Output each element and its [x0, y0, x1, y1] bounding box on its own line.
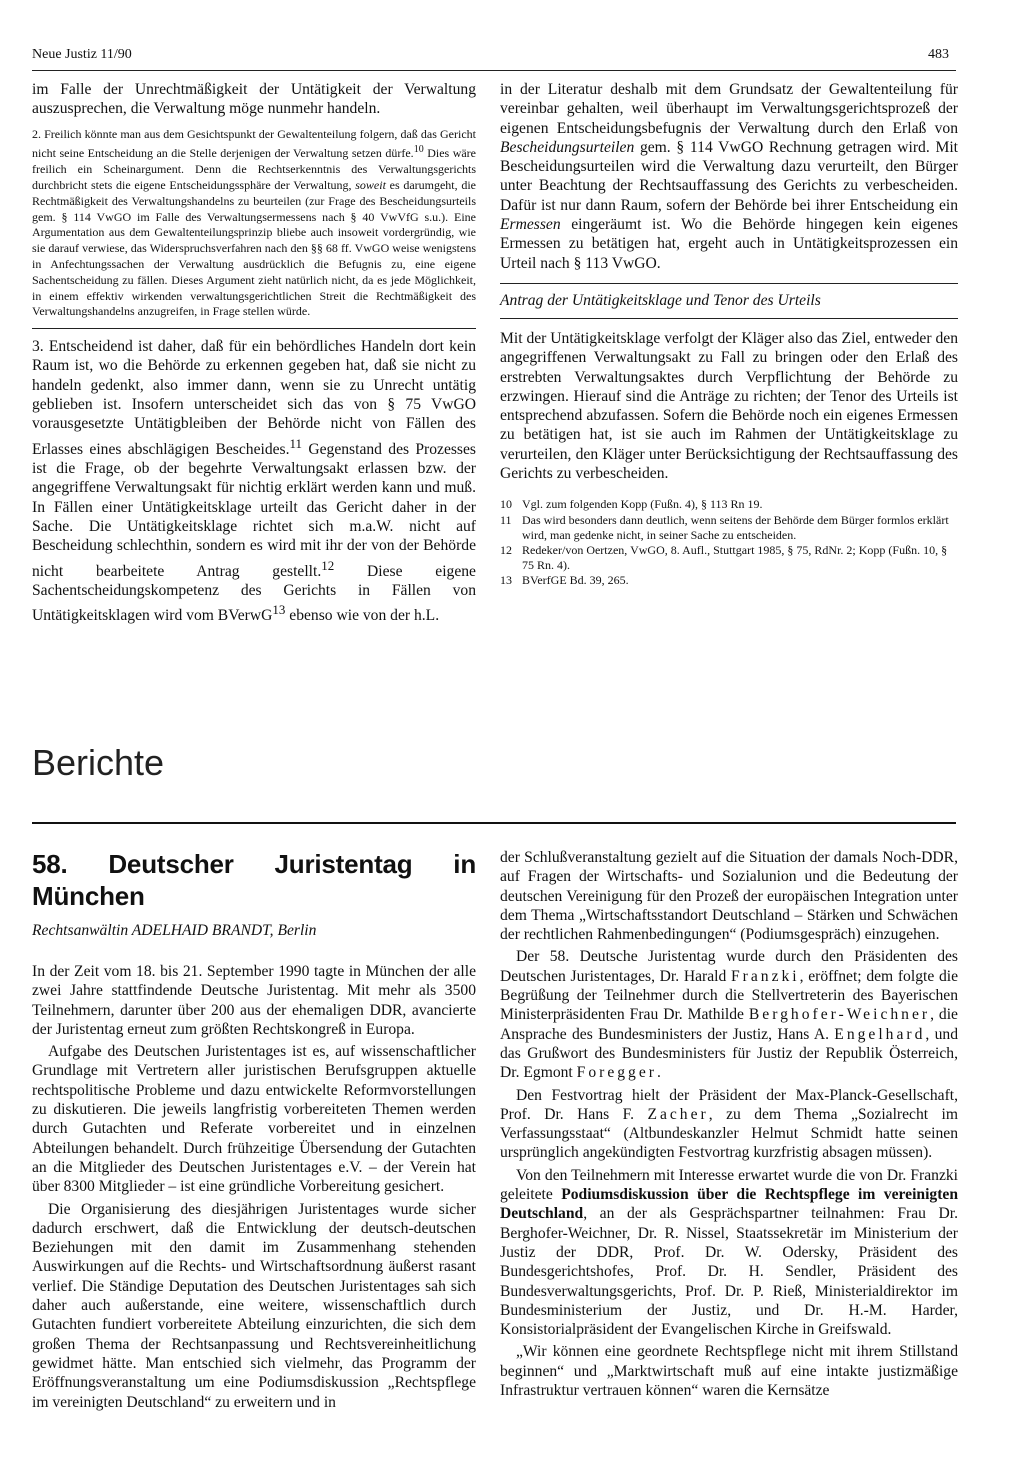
footnote-ref-13: 13	[272, 602, 286, 618]
article-paragraph: In der Zeit vom 18. bis 21. September 1990 tagte in München der alle zwei Jahre stattfindende Deutsche Juristentag. Mit mehr als 3500 Teilnehmern, darunter über 200 aus der ehemaligen DDR, avancierte der Juristentag erneut zum größten Rechtskongreß in Europa.	[32, 963, 476, 1038]
article-left-column	[32, 848, 476, 1412]
paragraph-3: 3. Entscheidend ist daher, daß für ein behördliches Handeln dort kein Raum ist, wo die Behörde zu erkennen gegeben hat, daß sie nicht zu handeln gedenkt, also immer dann, wenn sie zu Unrecht untätig geblieben ist. Insofern unterscheidet sich das von § 75 VwGO vorausgesetzte Untätigbleiben der Behörde nicht von Fällen des Erlasses eines abschlägigen Bescheides.$^{11}$ Gegenstand des Prozesses ist die Frage, ob der begehrte Verwaltungsakt erlassen bzw. der angegriffene Verwaltungsakt für nichtig erklärt werden kann und muß. In Fällen einer Untätigkeitsklage urteilt das Gericht daher in der Sache. Die Untätigkeitsklage richtet sich m.a.W. nicht auf Bescheidung schlechthin, sondern es wird mit ihr der von der Behörde nicht bearbeitete Antrag gestellt.$^{12}$ Diese eigene Sachentscheidungskompetenz des Gerichts in Fällen von Untätigkeitsklagen wird vom BVerwG$^{13}$ ebenso wie von der h.L.	[32, 338, 476, 625]
footnotes	[500, 497, 958, 588]
footnote-ref-11: 11	[289, 435, 303, 451]
journal-issue: Neue Justiz 11/90	[32, 47, 132, 62]
paragraph-intro: im Falle der Unrechtmäßigkeit der Untätigkeit der Verwaltung auszusprechen, die Verwaltung möge nunmehr handeln.	[32, 81, 476, 118]
article-author: Rechtsanwältin ADELHAID BRANDT, Berlin	[32, 922, 317, 939]
paragraph-continuation: in der Literatur deshalb mit dem Grundsatz der Gewaltenteilung für vereinbar gehalten, weil überhaupt im Verwaltungsgerichtsprozeß der eigenen Entscheidungsbefugnis der Verwaltung durch den Erlaß von Bescheidungsurteilen gem. § 114 VwGO Rechnung getragen wird. Mit Bescheidungsurteilen wird die Verwaltung dazu verurteilt, den Bürger unter Beachtung der Rechtsauffassung des Gerichts zu verbescheiden. Dafür ist nur dann Raum, sofern der Behörde bei ihrer Entscheidung ein Ermessen eingeräumt ist. Wo die Behörde hingegen kein eigenes Ermessen zu betätigen hat, ergeht auch in Untätigkeitsprozessen ein Urteil nach § 113 VwGO.	[500, 81, 958, 272]
footnote: 10 Vgl. zum folgenden Kopp (Fußn. 4), § 113 Rn 19.	[500, 497, 763, 512]
page-number: 483	[928, 47, 949, 62]
article-paragraph: Aufgabe des Deutschen Juristentages ist es, auf wissenschaftlicher Grundlage mit Vertretern aller juristischen Berufsgruppen aktuelle rechtspolitische Probleme und dazu entwickelte Reformvorstellungen zu diskutieren. Die jeweils langfristig vorbereiteten Themen werden durch Gutachten und Referate vorbereitet und in einzelnen Abteilungen behandelt. Durch frühzeitige Übersendung der Gutachten an die Mitglieder des Deutschen Juristentages e.V. – der Verein hat über 8300 Mitglieder – ist eine gründliche Vorbereitung gesichert.	[32, 1043, 476, 1196]
name-berghofer: Berghofer-Weichner	[748, 1006, 931, 1024]
paragraph-antrag: Mit der Untätigkeitsklage verfolgt der Kläger also das Ziel, entweder den angegriffenen Verwaltungsakt zu Fall zu bringen oder den Erlaß des erstrebten Verwaltungsaktes durch Verpflichtung der Behörde zu erzwingen. Hierauf sind die Anträge zu richten; der Tenor des Urteils ist entsprechend abzufassen. Sofern die Behörde noch ein eigenes Ermessen zu betätigen hat, ist sie auch im Rahmen der Untätigkeitsklage zu verurteilen, den Kläger unter Berücksichtigung der Rechtsauffassung des Gerichts zu verbescheiden.	[500, 329, 958, 483]
footnote-ref-12: 12	[321, 557, 335, 573]
paragraph-2-small: 2. Freilich könnte man aus dem Gesichtspunkt der Gewaltenteilung folgern, daß das Gericht nicht seine Entscheidung an die Stelle derjenigen der Verwaltung setzen dürfe.$^{10}$ Dies wäre freilich ein Scheinargument. Denn die Rechtserkenntnis des Verwaltungsgerichts durchbricht stets die eigene Entscheidungssphäre der Verwaltung, soweit es darumgeht, die Rechtmäßigkeit des Verwaltungshandelns zu beurteilen (zur Frage des Bescheidungsurteils gem. § 114 VwGO im Falle des Verwaltungsermessens nach § 40 VwVfG s.u.). Eine Argumentation aus dem Gewaltenteilungsprinzip bliebe auch insoweit vordergründig, wie sie darauf verwiese, das Widerspruchsverfahren nach den §§ 68 ff. VwGO weise wenigstens in Anfechtungssachen der Verwaltung ausdrücklich die Befugnis zu, eine eigene Sachentscheidung zu fällen. Dieses Argument zieht natürlich nicht, da es jede Möglichkeit, in einem effektiv wirkenden verwaltungsgerichtlichen Streit die Rechtmäßigkeit des Verwaltungshandelns anzugreifen, in Frage stellen würde.	[32, 126, 477, 319]
emphasis-soweit: soweit	[355, 177, 386, 192]
section-divider-2	[500, 318, 958, 319]
section-title-rule	[32, 822, 956, 824]
article-paragraph: Den Festvortrag hielt der Präsident der Max-Planck-Gesellschaft, Prof. Dr. Hans F. Zacher, zu dem Thema „Sozialrecht im Verfassungsstaat“ (Altbundeskanzler Helmut Schmidt hatte seinen ursprünglich angekündigten Festvortrag kurzfristig absagen müssen).	[500, 1086, 958, 1162]
left-column-top	[32, 80, 476, 626]
header-divider	[32, 70, 956, 71]
article-paragraph: Von den Teilnehmern mit Interesse erwartet wurde die von Dr. Franzki geleitete Podiumsdiskussion über die Rechtspflege im vereinigten Deutschland, an der als Gesprächspartner teilnahmen: Frau Dr. Berghofer-Weichner, Dr. R. Nissel, Staatssekretär im Ministerium der Justiz der DDR, Prof. Dr. W. Odersky, Präsident des Bundesgerichtshofes, Prof. Dr. H. Sendler, Präsident des Bundesverwaltungsgerichts, Prof. Dr. P. Rieß, Ministerialdirektor im Bundesministerium der Justiz, und Dr. H.-M. Harder, Konsistorialpräsident der Evangelischen Kirche in Greifswald.	[500, 1166, 958, 1339]
footnote-ref-10: 10	[413, 144, 424, 156]
article-title: 58. Deutscher Juristentag in München	[32, 849, 476, 911]
section-title: Berichte	[32, 742, 165, 783]
article-paragraph: Der 58. Deutsche Juristentag wurde durch den Präsidenten des Deutschen Juristentages, Dr. Harald Franzki, eröffnet; dem folgte die Begrüßung der Teilnehmer durch die Stellvertreterin des Bayerischen Ministerpräsidenten Frau Dr. Mathilde Berghofer-Weichner, die Ansprache des Bundesministers der Justiz, Hans A. Engelhard, und das Grußwort des Bundesministers für Justiz der Republik Österreich, Dr. Egmont Foregger.	[500, 948, 958, 1082]
article-paragraph: „Wir können eine geordnete Rechtspflege nicht mit ihrem Stillstand beginnen“ und „Marktwirtschaft muß auf eine intakte justizmäßige Infrastruktur vertrauen können“ waren die Kernsätze	[500, 1343, 958, 1400]
paragraph-divider	[32, 328, 476, 329]
footnote: 11 Das wird besonders dann deutlich, wenn seitens der Behörde dem Bürger formlos erklärt wird, man gedenke nicht, in seiner Sache zu entscheiden.	[500, 512, 949, 542]
name-zacher: Zacher	[647, 1105, 709, 1123]
footnote: 12 Redeker/von Oertzen, VwGO, 8. Aufl., Stuttgart 1985, § 75, RdNr. 2; Kopp (Fußn. 10, § 75 Rn. 4).	[500, 542, 948, 573]
name-franzki: Franzki	[730, 967, 800, 985]
right-column-top	[500, 80, 958, 589]
article-right-column	[500, 848, 958, 1400]
emphasis-podiumsdiskussion: Podiumsdiskussion über die Rechtspflege im vereinigten Deutschland	[500, 1186, 958, 1223]
footnote: 13 BVerfGE Bd. 39, 265.	[500, 573, 629, 588]
name-engelhard: Engelhard	[834, 1025, 926, 1043]
article-paragraph: Die Organisierung des diesjährigen Juristentages wurde sicher dadurch erschwert, daß die Entwicklung der deutsch-deutschen Beziehungen mit den damit im Zusammenhang stehenden Auswirkungen auf die Rechts- und Wirtschaftsordnung äußerst rasant verlief. Die Ständige Deputation des Deutschen Juristentages sah sich daher auch außerstande, eine weitere, wissenschaftlich durch Gutachten fundiert vorbereitete Abteilung einzurichten, die sich dem großen Thema der Rechtsanpassung und Rechtsvereinheitlichung gewidmet hätte. Man entschied sich vielmehr, das Programm der Eröffnungsveranstaltung um eine Podiumsdiskussion „Rechtspflege im vereinigten Deutschland“ zu erweitern und in	[32, 1200, 476, 1411]
section-divider	[500, 283, 958, 284]
article-paragraph: der Schlußveranstaltung gezielt auf die Situation der damals Noch-DDR, auf Fragen der Wirtschafts- und Sozialunion und die Bedeutung der deutschen Vereinigung für den Prozeß der europäischen Integration unter dem Thema „Wirtschaftsstandort Deutschland – Stärken und Schwächen der rechtlichen Rahmenbedingungen“ (Podiumsgespräch) einzugehen.	[500, 849, 958, 944]
name-foregger: Foregger	[576, 1064, 657, 1082]
section-heading: Antrag der Untätigkeitsklage und Tenor des Urteils	[500, 291, 821, 309]
